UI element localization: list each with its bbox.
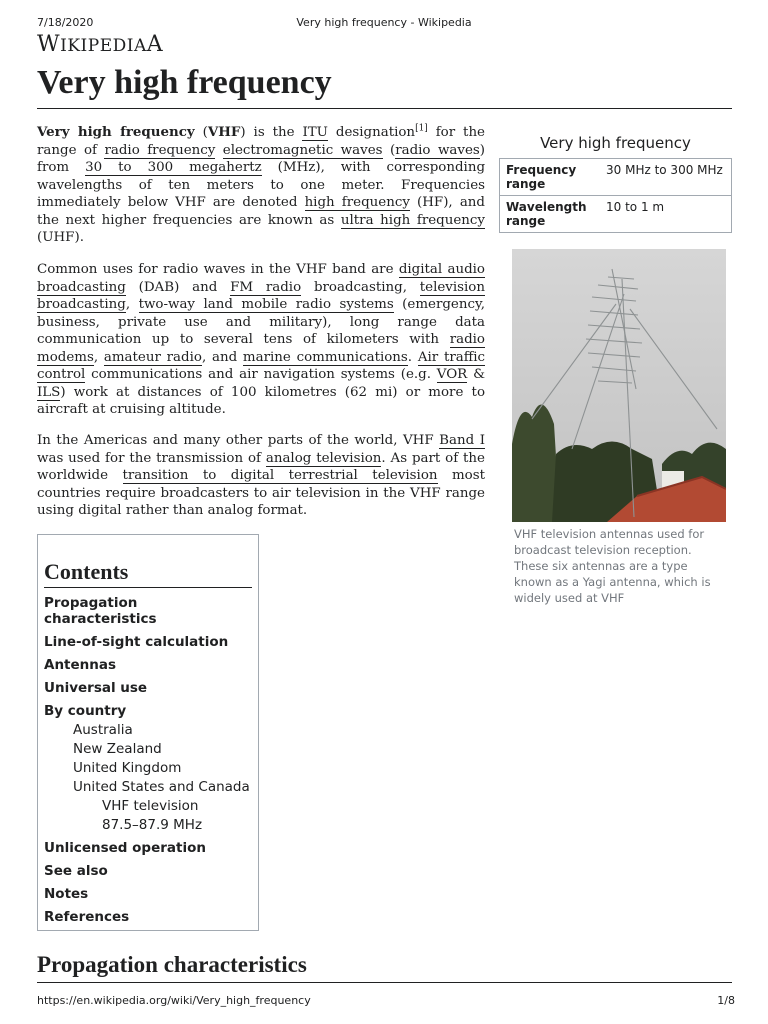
- table-of-contents: [37, 534, 259, 931]
- toc-list: [44, 595, 252, 925]
- page-number: 1/8: [717, 994, 735, 1007]
- toc-item-vhf-television[interactable]: VHF television: [102, 798, 199, 814]
- link-television-broadcasting[interactable]: television broadcasting: [37, 279, 485, 312]
- toc-title: Contents: [44, 559, 252, 588]
- infobox-table: [499, 158, 732, 233]
- page-url: https://en.wikipedia.org/wiki/Very_high_frequency: [37, 994, 311, 1007]
- infobox-key: Wavelength range: [500, 196, 601, 233]
- link-amateur-radio[interactable]: amateur radio: [103, 349, 202, 365]
- antenna-photo[interactable]: [512, 249, 726, 522]
- link-high-frequency[interactable]: high frequency: [304, 195, 410, 210]
- television-paragraph: In the Americas and many other parts of the world, VHF Band I was used for the transmission of analog television. As part of the worldwide transition to digital terrestrial television most countries require broadcasters to air television in the VHF range using digital rather than analog format.: [37, 433, 485, 518]
- photo-caption: VHF television antennas used for broadcast television reception. These six antennas are a type known as a Yagi antenna, which is widely used at VHF: [514, 527, 711, 605]
- uses-paragraph: Common uses for radio waves in the VHF band are digital audio broadcasting (DAB) and FM radio broadcasting, television broadcasting, two-way land mobile radio systems (emergency, business, private use and military), long range data communication up to several tens of kilometers with radio modems, amateur radio, and marine communications. Air traffic control communications and air navigation systems (e.g. VOR & ILS) work at distances of 100 kilometres (62 mi) or more to aircraft at cruising altitude.: [37, 262, 486, 417]
- infobox-title: Very high frequency: [540, 134, 691, 152]
- section-heading: Propagation characteristics: [37, 952, 307, 977]
- link-ils[interactable]: ILS: [37, 384, 61, 400]
- infobox-value: 30 MHz to 300 MHz: [600, 159, 732, 196]
- intro-paragraph: Very high frequency (VHF) is the ITU designation[1] for the range of radio frequency electromagnetic waves (radio waves) from 30 to 300 megahertz (MHz), with corresponding wavelengths of ten meters to one meter. Frequencies immediately below VHF are denoted high frequency (HF), and the next higher frequencies are known as ultra high frequency (UHF).: [37, 123, 486, 245]
- link-ultra-high-frequency[interactable]: ultra high frequency: [340, 212, 485, 228]
- toc-item-unlicensed[interactable]: Unlicensed operation: [44, 840, 206, 856]
- link-megahertz[interactable]: 30 to 300 megahertz: [85, 160, 262, 175]
- link-air-traffic-control[interactable]: Air traffic control: [37, 349, 486, 382]
- toc-item-australia[interactable]: Australia: [73, 722, 133, 738]
- link-dab[interactable]: digital audio broadcasting: [37, 262, 485, 295]
- link-itu[interactable]: ITU: [302, 125, 328, 140]
- link-radio-frequency[interactable]: radio frequency: [104, 142, 216, 158]
- link-fm-radio[interactable]: FM radio: [230, 279, 302, 295]
- link-radio-waves[interactable]: radio waves: [395, 142, 480, 158]
- link-electromagnetic-waves[interactable]: electromagnetic waves: [222, 142, 383, 158]
- toc-item-us-canada[interactable]: United States and Canada: [73, 779, 250, 795]
- toc-item-87-5-mhz[interactable]: 87.5–87.9 MHz: [102, 817, 203, 833]
- section-divider: [37, 982, 732, 983]
- toc-item-propagation[interactable]: Propagation characteristics: [44, 595, 157, 627]
- infobox-row: [500, 196, 732, 233]
- infobox-key: Frequency range: [500, 159, 601, 196]
- print-date: 7/18/2020: [37, 16, 94, 29]
- toc-item-see-also[interactable]: See also: [44, 863, 108, 879]
- toc-item-by-country[interactable]: By country: [44, 703, 127, 719]
- infobox: [499, 130, 732, 233]
- toc-item-line-of-sight[interactable]: Line-of-sight calculation: [44, 634, 229, 650]
- toc-item-universal-use[interactable]: Universal use: [44, 680, 148, 696]
- toc-item-united-kingdom[interactable]: United Kingdom: [73, 760, 182, 776]
- yagi-antenna-image: [512, 249, 726, 522]
- link-analog-television[interactable]: analog television: [265, 450, 382, 466]
- reference-1[interactable]: [1]: [415, 123, 428, 134]
- toc-item-notes[interactable]: Notes: [44, 886, 89, 902]
- page-title: Very high frequency: [37, 64, 332, 101]
- print-title: Very high frequency - Wikipedia: [296, 16, 472, 29]
- link-two-way-radio[interactable]: two-way land mobile radio systems: [138, 297, 394, 312]
- toc-item-new-zealand[interactable]: New Zealand: [73, 741, 162, 757]
- infobox-row: [500, 159, 732, 196]
- link-marine-communications[interactable]: marine communications: [242, 349, 408, 365]
- title-divider: [37, 108, 732, 109]
- link-digital-transition[interactable]: transition to digital terrestrial television: [122, 468, 438, 483]
- wikipedia-logo[interactable]: WIKIPEDIAA: [37, 32, 164, 57]
- link-radio-modems[interactable]: radio modems: [37, 332, 485, 365]
- link-vor[interactable]: VOR: [436, 367, 468, 382]
- link-band-i[interactable]: Band I: [439, 433, 485, 448]
- toc-item-antennas[interactable]: Antennas: [44, 657, 117, 673]
- infobox-value: 10 to 1 m: [600, 196, 732, 233]
- toc-item-references[interactable]: References: [44, 909, 130, 925]
